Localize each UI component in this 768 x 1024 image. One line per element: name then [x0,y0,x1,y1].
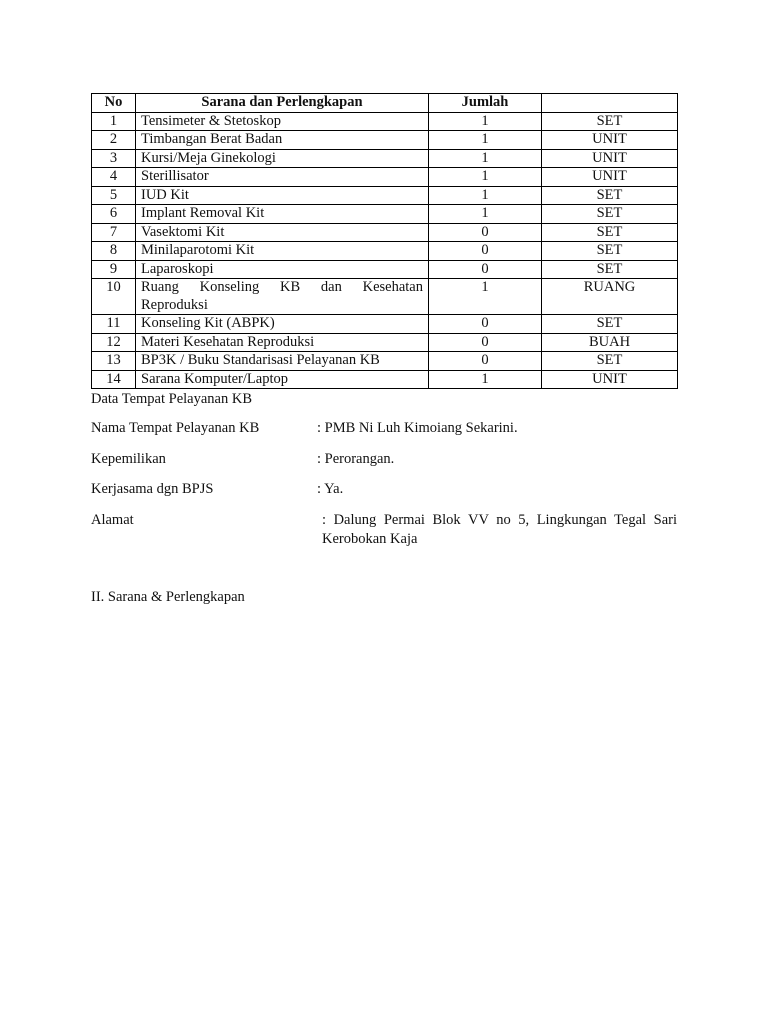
row-equipment: Konseling Kit (ABPK) [136,315,429,334]
row-unit: BUAH [542,333,678,352]
row-no: 5 [92,186,136,205]
row-equipment: Timbangan Berat Badan [136,131,429,150]
table-row [92,131,678,150]
row-no: 12 [92,333,136,352]
row-equipment: Tensimeter & Stetoskop [136,112,429,131]
row-quantity: 1 [429,279,542,315]
row-equipment: Sterillisator [136,168,429,187]
row-quantity: 1 [429,186,542,205]
row-unit: SET [542,112,678,131]
row-no: 11 [92,315,136,334]
row-unit: SET [542,352,678,371]
row-quantity: 1 [429,205,542,224]
row-equipment: Materi Kesehatan Reproduksi [136,333,429,352]
field-service-name [91,419,677,439]
row-unit: SET [542,186,678,205]
row-unit: RUANG [542,279,678,315]
row-unit: SET [542,260,678,279]
table-row [92,186,678,205]
row-equipment: Ruang Konseling KB dan Kesehatan Reproduksi [136,279,429,315]
row-equipment: Implant Removal Kit [136,205,429,224]
row-no: 9 [92,260,136,279]
row-unit: UNIT [542,149,678,168]
row-equipment: IUD Kit [136,186,429,205]
table-row [92,352,678,371]
row-quantity: 1 [429,149,542,168]
field-value: : Ya. [317,481,344,497]
row-quantity: 0 [429,223,542,242]
row-equipment: Minilaparotomi Kit [136,242,429,261]
field-bpjs [91,480,677,500]
row-quantity: 1 [429,131,542,150]
header-equipment: Sarana dan Perlengkapan [136,94,429,113]
row-quantity: 1 [429,370,542,389]
table-row [92,168,678,187]
header-quantity: Jumlah [429,94,542,113]
row-unit: SET [542,315,678,334]
document-page [91,93,677,607]
row-no: 3 [92,149,136,168]
row-quantity: 1 [429,112,542,131]
row-unit: SET [542,205,678,224]
row-no: 6 [92,205,136,224]
row-equipment: Kursi/Meja Ginekologi [136,149,429,168]
field-label: Nama Tempat Pelayanan KB [91,420,260,436]
row-unit: SET [542,242,678,261]
table-row [92,315,678,334]
field-label: Kerjasama dgn BPJS [91,481,214,497]
field-ownership [91,450,677,470]
section-heading: II. Sarana & Perlengkapan [91,588,245,605]
row-unit: UNIT [542,370,678,389]
table-row [92,333,678,352]
header-unit [542,94,678,113]
row-no: 1 [92,112,136,131]
section-title: Data Tempat Pelayanan KB [91,391,252,407]
row-no: 8 [92,242,136,261]
row-unit: UNIT [542,131,678,150]
row-unit: UNIT [542,168,678,187]
row-quantity: 0 [429,242,542,261]
row-unit: SET [542,223,678,242]
row-quantity: 0 [429,333,542,352]
row-no: 7 [92,223,136,242]
table-row [92,223,678,242]
field-label: Alamat [91,511,134,528]
row-equipment: Sarana Komputer/Laptop [136,370,429,389]
table-row [92,205,678,224]
row-equipment: Vasektomi Kit [136,223,429,242]
table-row [92,370,678,389]
row-no: 10 [92,279,136,315]
field-value: : Perorangan. [317,450,395,467]
row-quantity: 0 [429,352,542,371]
table-header-row [92,94,678,113]
table-row [92,279,678,315]
table-row [92,260,678,279]
row-no: 4 [92,168,136,187]
field-value: : PMB Ni Luh Kimoiang Sekarini. [317,420,518,436]
table-row [92,149,678,168]
table-row [92,242,678,261]
row-no: 14 [92,370,136,389]
row-no: 13 [92,352,136,371]
row-quantity: 0 [429,260,542,279]
row-quantity: 0 [429,315,542,334]
header-no: No [92,94,136,113]
equipment-table [91,93,678,389]
field-address [91,511,677,550]
row-quantity: 1 [429,168,542,187]
row-equipment: Laparoskopi [136,260,429,279]
field-label: Kepemilikan [91,450,166,467]
table-row [92,112,678,131]
row-no: 2 [92,131,136,150]
row-equipment: BP3K / Buku Standarisasi Pelayanan KB [136,352,429,371]
field-value: : Dalung Permai Blok VV no 5, Lingkungan Tegal Sari Kerobokan Kaja [322,511,677,547]
